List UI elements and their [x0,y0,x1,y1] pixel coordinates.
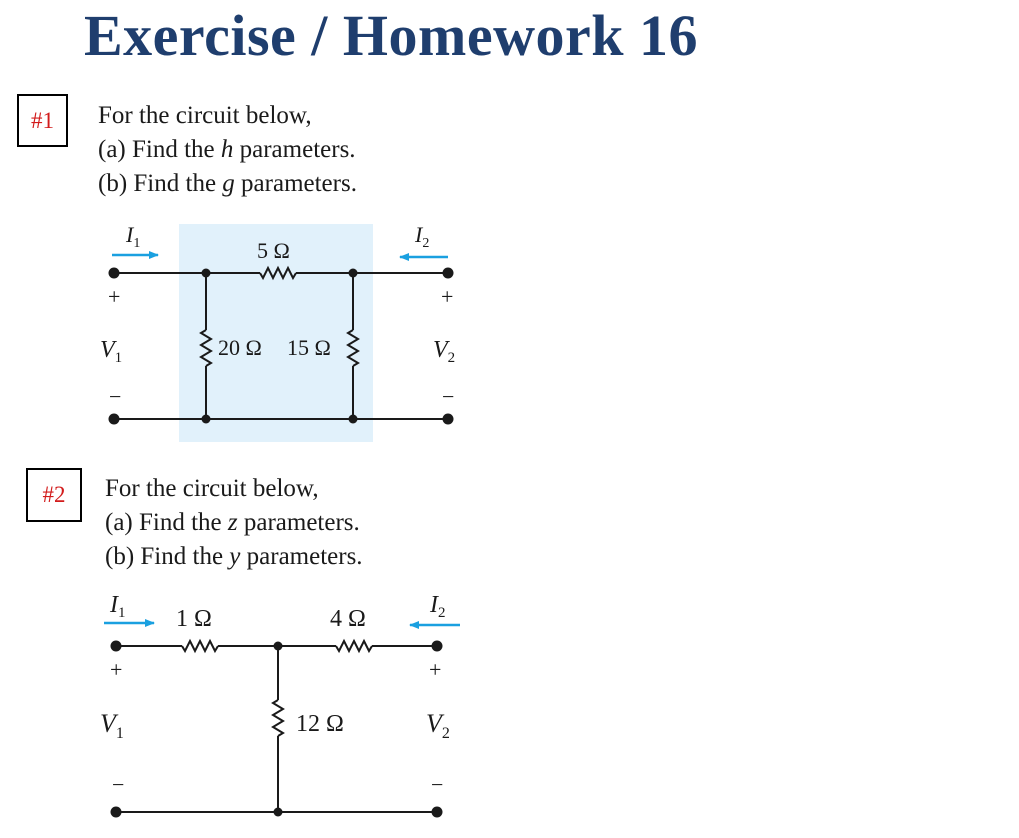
problem-1-part-a: (a) Find the h parameters. [98,136,356,163]
node [349,415,358,424]
terminal [111,807,122,818]
resistor-12ohm [273,700,283,736]
resistor-label-12ohm: 12 Ω [296,711,344,737]
problem-1-part-b: (b) Find the g parameters. [98,170,357,197]
problem-2-part-a: (a) Find the z parameters. [105,509,360,536]
resistor-4ohm [336,641,372,651]
polarity-minus-v2: − [442,384,455,409]
node [274,642,283,651]
resistor-label-20ohm: 20 Ω [218,335,262,360]
polarity-plus-v1: + [108,284,121,309]
problem-2-number: #2 [42,482,66,507]
terminal [443,414,454,425]
polarity-plus-v2: + [429,657,442,682]
polarity-plus-v1: + [110,657,123,682]
node [349,269,358,278]
resistor-label-1ohm: 1 Ω [176,606,212,632]
current-label-i1: $I_1$ [126,222,141,251]
node [274,808,283,817]
resistor-1ohm [182,641,218,651]
polarity-minus-v2: − [431,772,444,797]
circuit-2 [100,592,460,818]
terminal [109,268,120,279]
polarity-plus-v2: + [441,284,454,309]
problem-2-part-b: (b) Find the y parameters. [105,543,363,570]
current-label-i2: $I_2$ [415,222,430,251]
problem-2-intro: For the circuit below, [105,475,319,502]
voltage-label-v1: $V_1$ [100,337,123,366]
resistor-label-5ohm: 5 Ω [257,238,290,263]
problem-1-intro: For the circuit below, [98,102,312,129]
node [202,269,211,278]
voltage-label-v2: $V_2$ [426,709,450,742]
resistor-label-4ohm: 4 Ω [330,606,366,632]
current-label-i1: $I_1$ [110,592,126,621]
voltage-label-v2: $V_2$ [433,337,456,366]
terminal [432,807,443,818]
polarity-minus-v1: − [112,772,125,797]
circuit-1 [100,222,455,442]
resistor-label-15ohm: 15 Ω [287,335,331,360]
terminal [111,641,122,652]
terminal [432,641,443,652]
terminal [443,268,454,279]
terminal [109,414,120,425]
current-label-i2: $I_2$ [430,592,446,621]
problem-1-number: #1 [31,107,54,133]
polarity-minus-v1: − [109,384,122,409]
voltage-label-v1: $V_1$ [100,709,124,742]
node [202,415,211,424]
page-title: Exercise / Homework 16 [84,3,698,68]
